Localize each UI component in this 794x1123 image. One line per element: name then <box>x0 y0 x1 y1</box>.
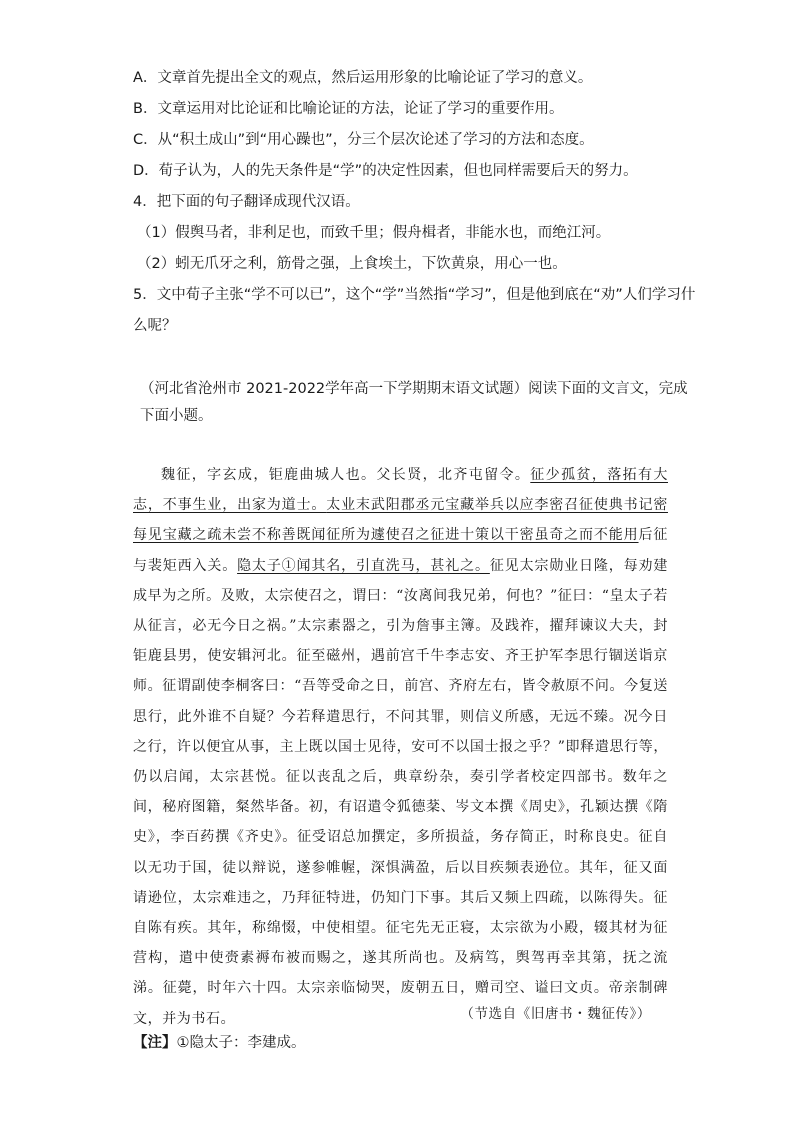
section-intro: （河北省沧州市 2021-2022学年高一下学期期末语文试题）阅读下面的文言文，完成下面小题。 <box>140 381 688 424</box>
passage-text: 征见太宗勋业日隆，每劝建成早为之所。及败，太宗使召之，谓曰：“汝离间我兄弟，何也？”征曰：“皇太子若从征言，必无今日之祸。”太宗素器之，引为詹事主簿。及践祚，擢拜谏议大夫，封钜鹿县男，使安辑河北。征至磁州，遇前宫千牛李志安、齐王护军李思行锢送诣京师。征谓副使李桐客曰：“吾等受命之日，前宫、齐府左右，皆令赦原不问。今复送思行，此外谁不自疑？今若释遣思行，不问其罪，则信义所感，无远不臻。况今日之行，许以便宜从事，主上既以国士见待，安可不以国士报之乎？”即释遣思行等，仍以启闻，太宗甚悦。征以丧乱之后，典章纷杂，奏引学者校定四部书。数年之间，秘府图籍，粲然毕备。初，有诏遣令狐德棻、岑文本撰《周史》，孔颖达撰《隋史》，李百药撰《齐史》。征受诏总加撰定，多所损益，务存简正，时称良史。征自以无功于国，徒以辩说，遂参帷幄，深惧满盈，后以目疾频表逊位。其年，征又面请逊位，太宗难违之，乃拜征特进，仍知门下事。其后又频上四疏，以陈得失。征自陈有疾。其年，称绵惙，中使相望。征宅先无正寝，太宗欲为小殿，辍其材为征营构，遣中使赍素褥布被而赐之，遂其所尚也。及病笃，舆驾再幸其第，抚之流涕。征薨，时年六十四。太宗亲临恸哭，废朝五日，赠司空、谥曰文贞。帝亲制碑文，并为书石。 <box>133 557 668 1027</box>
option-d: D．荀子认为，人的先天条件是“学”的决定性因素，但也同样需要后天的努力。 <box>133 163 638 179</box>
question-4-sentence-1: （1）假舆马者，非利足也，而致千里；假舟楫者，非能水也，而绝江河。 <box>137 225 611 241</box>
question-4-prompt: 4．把下面的句子翻译成现代汉语。 <box>133 194 360 210</box>
underlined-sentence-2: 太业末武阳郡丞元宝藏举兵以应李密召征使典书记密每见宝藏之疏未尝不称善既闻征所为遽使召之征进十策以干密虽奇之而不能用 <box>133 497 668 544</box>
underlined-sentence-1: 征少孤贫，落拓有大志，不事生业，出家为道士。 <box>133 467 668 514</box>
underlined-sentence-3: 隐太子①闻其名，引直洗马，甚礼之。 <box>237 557 490 574</box>
classical-passage <box>133 460 668 1034</box>
option-c: C．从“积土成山”到“用心躁也”，分三个层次论述了学习的方法和态度。 <box>133 132 594 148</box>
option-b: B．文章运用对比论证和比喻论证的方法，论证了学习的重要作用。 <box>133 101 564 117</box>
option-a: A．文章首先提出全文的观点，然后运用形象的比喻论证了学习的意义。 <box>133 70 593 86</box>
annotation-note <box>133 1031 306 1052</box>
passage-source: （节选自《旧唐书・魏征传》） <box>460 1006 651 1022</box>
question-4-sentence-2: （2）蚓无爪牙之利，筋骨之强，上食埃土，下饮黄泉，用心一也。 <box>137 256 567 272</box>
question-5-line-2: 么呢？ <box>133 318 177 334</box>
question-5-line-1: 5．文中荀子主张“学不可以已”，这个“学”当然指“学习”，但是他到底在“劝”人们学习什 <box>133 287 696 303</box>
passage-text: 魏征，字玄成，钜鹿曲城人也。父长贤，北齐屯留令。 <box>161 467 531 483</box>
note-text: ①隐太子：李建成。 <box>176 1035 306 1051</box>
note-label: 【注】 <box>133 1035 177 1051</box>
passage-paragraph <box>133 460 668 1034</box>
passage-text: 后征与裴矩西入关。 <box>133 527 668 574</box>
